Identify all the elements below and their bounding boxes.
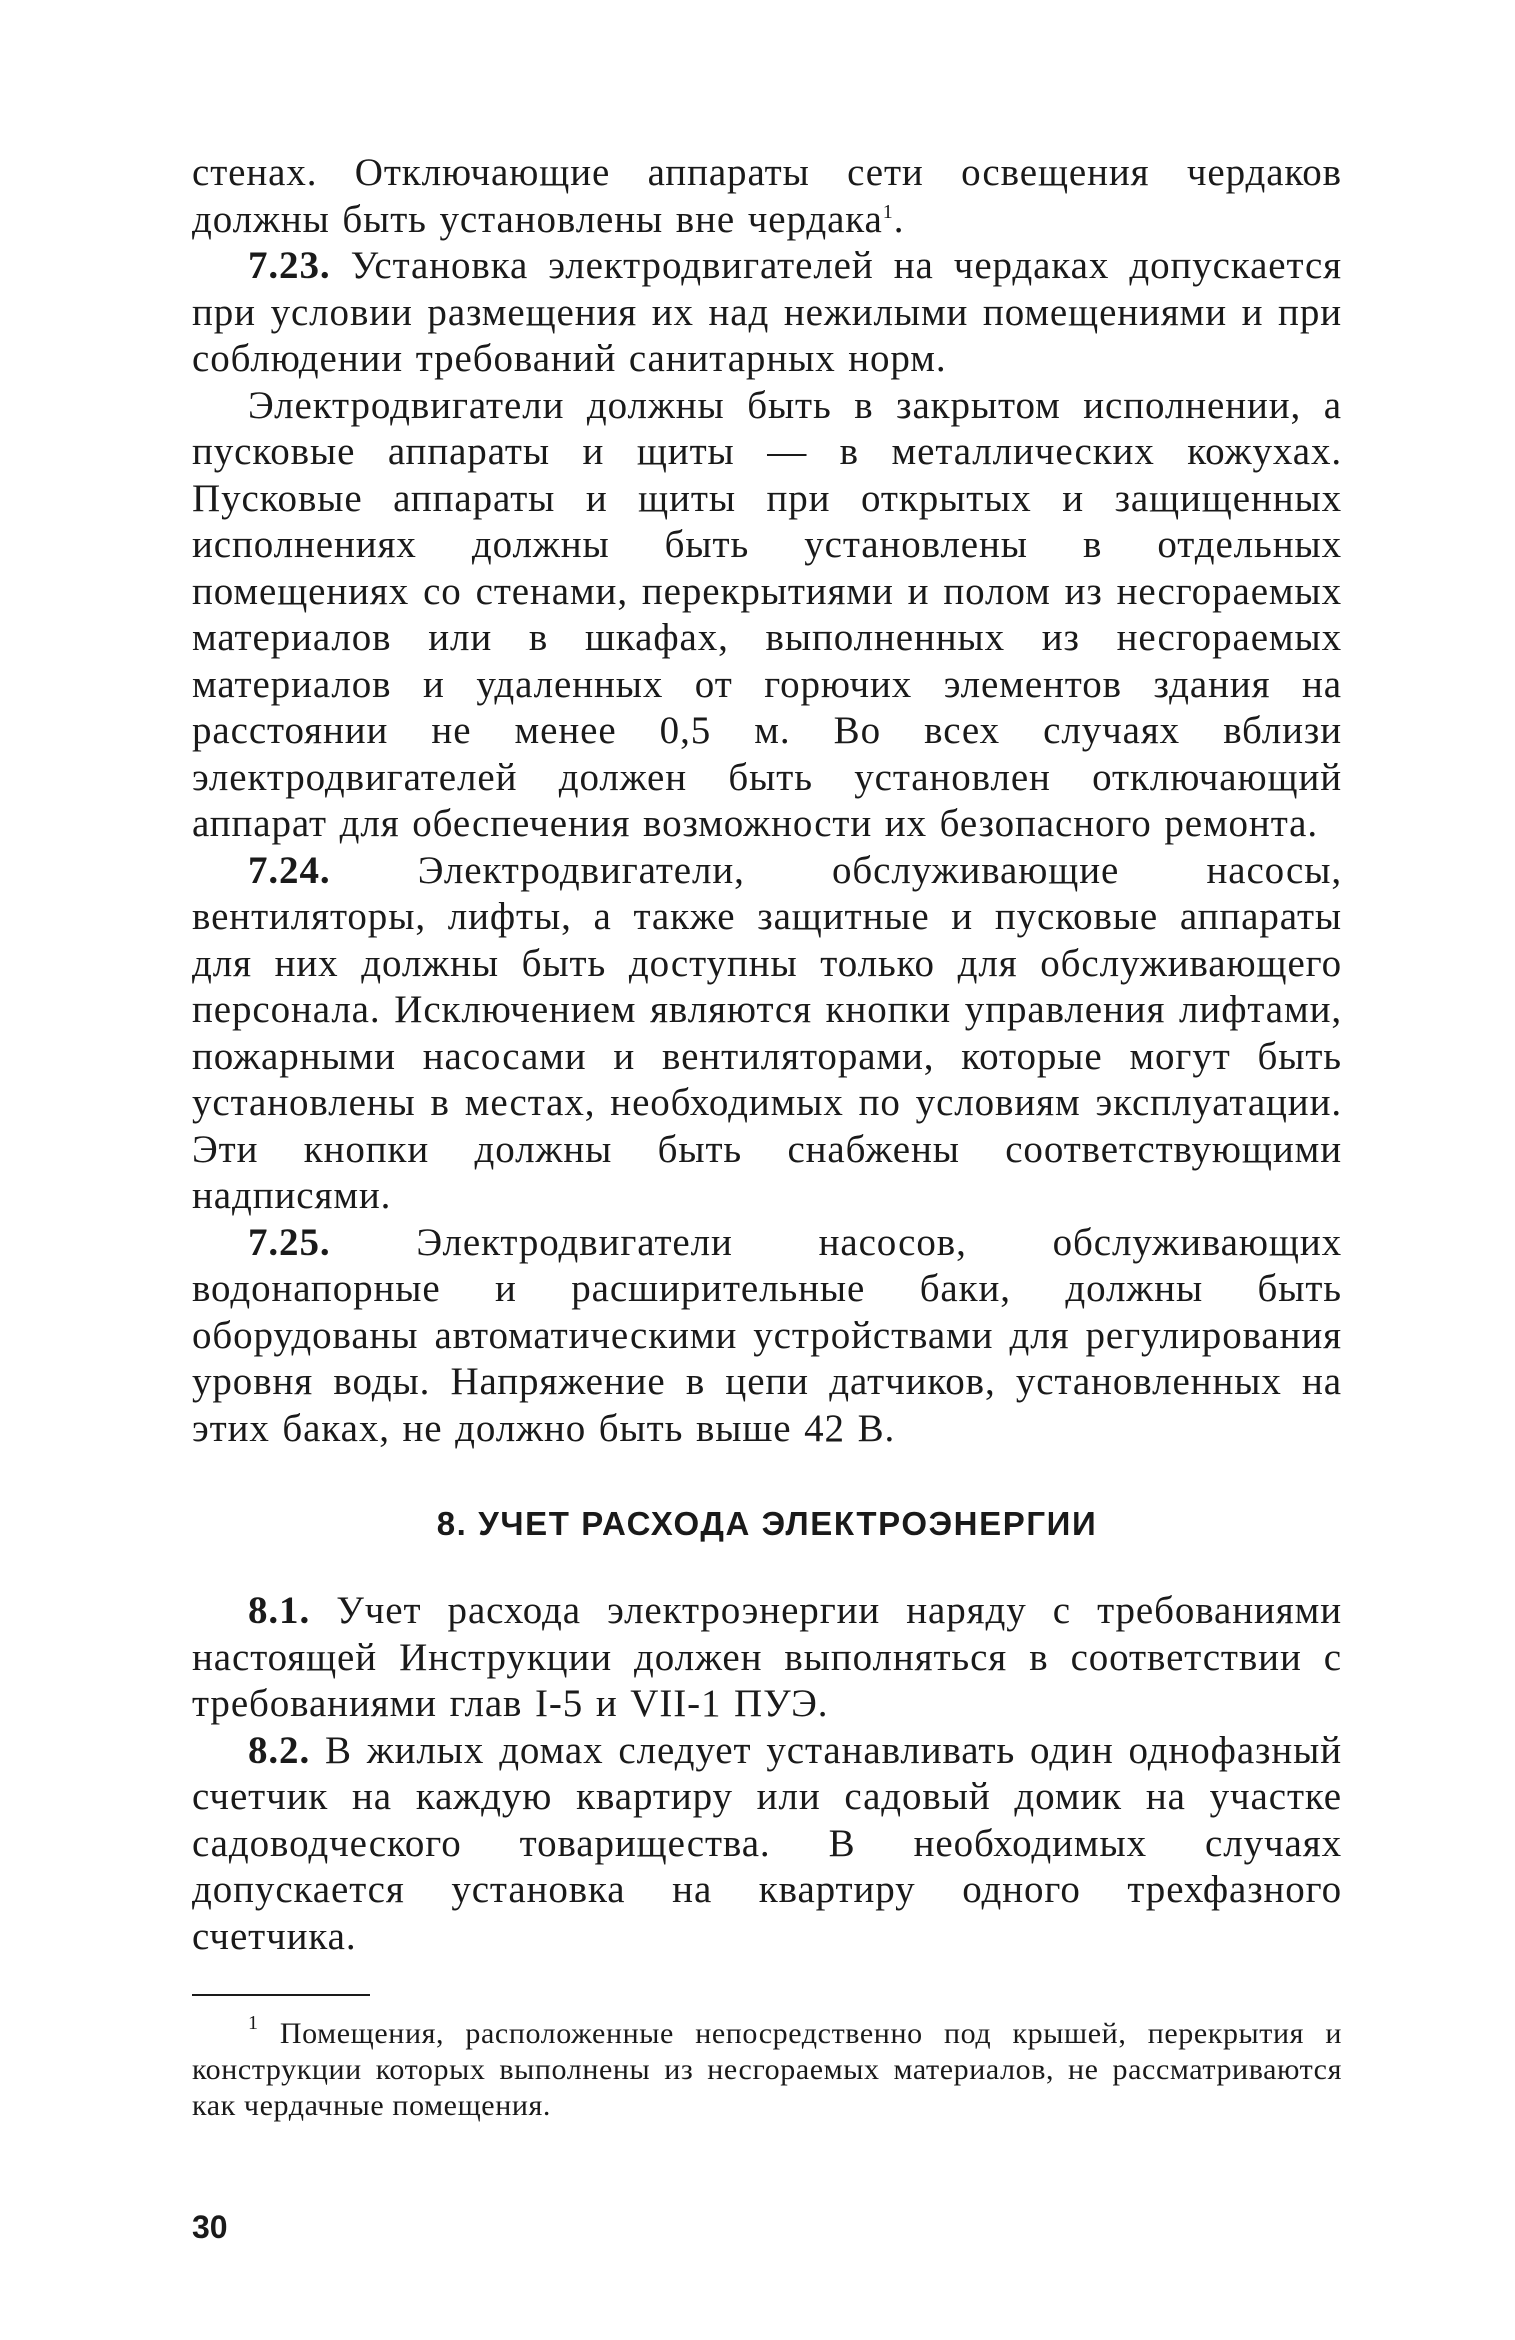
clause-8-1 bbox=[192, 1588, 1342, 1728]
page-content bbox=[192, 150, 1342, 2124]
clause-number: 8.1. bbox=[248, 1589, 311, 1632]
clause-8-2 bbox=[192, 1728, 1342, 1961]
clause-text: Учет расхода электроэнергии наряду с требованиями настоящей Инструкции должен выполняться в соответствии с требованиями глав I-5 и VII-1 ПУЭ. bbox=[192, 1589, 1342, 1725]
clause-number: 7.25. bbox=[248, 1220, 331, 1264]
paragraph-text: стенах. Отключающие аппараты сети освещения чердаков должны быть установлены вне чердака bbox=[192, 151, 1342, 241]
paragraph-continuation bbox=[192, 150, 1342, 243]
footnote-reference[interactable]: 1 bbox=[882, 200, 894, 223]
footnote-text: Помещения, расположенные непосредственно под крышей, перекрытия и конструкции которых выполнены из несгораемых материалов, не рассматриваются как чердачные помещения. bbox=[192, 2017, 1342, 2122]
clause-7-23 bbox=[192, 243, 1342, 383]
footnote-divider bbox=[192, 1994, 370, 1996]
footnote-mark: 1 bbox=[248, 2012, 259, 2034]
footnote bbox=[192, 2012, 1342, 2124]
clause-number: 7.23. bbox=[248, 244, 331, 287]
clause-text: Электродвигатели насосов, обслуживающих водонапорные и расширительные баки, должны быть оборудованы автоматическими устройствами для регулирования уровня воды. Напряжение в цепи датчиков, установленных на этих баках, не должно быть выше 42 В. bbox=[192, 1220, 1342, 1450]
clause-number: 8.2. bbox=[248, 1728, 311, 1772]
clause-7-25 bbox=[192, 1220, 1342, 1453]
section-heading: 8. УЧЕТ РАСХОДА ЭЛЕКТРОЭНЕРГИИ bbox=[436, 1505, 1098, 1542]
clause-text: Электродвигатели должны быть в закрытом исполнении, а пусковые аппараты и щиты — в металлических кожухах. Пусковые аппараты и щиты при открытых и защищенных исполнениях должны быть установлены в отдельных помещениях со стенами, перекрытиями и полом из несгораемых материалов или в шкафах, выполненных из несгораемых материалов и удаленных от горючих элементов здания на расстоянии не менее 0,5 м. Во всех случаях вблизи электродвигателей должен быть установлен отключающий аппарат для обеспечения возможности их безопасного ремонта. bbox=[192, 383, 1342, 845]
clause-number: 7.24. bbox=[248, 848, 331, 892]
paragraph-text-tail: . bbox=[893, 197, 905, 241]
clause-text: Электродвигатели, обслуживающие насосы, вентиляторы, лифты, а также защитные и пусковые аппараты для них должны быть доступны только для обслуживающего персонала. Исключением являются кнопки управления лифтами, пожарными насосами и вентиляторами, которые могут быть установлены в местах, необходимых по условиям эксплуатации. Эти кнопки должны быть снабжены соответствующими надписями. bbox=[192, 848, 1342, 1217]
clause-text: В жилых домах следует устанавливать один однофазный счетчик на каждую квартиру или садовый домик на участке садоводческого товарищества. В необходимых случаях допускается установка на квартиру одного трехфазного счетчика. bbox=[192, 1728, 1342, 1958]
clause-text: Установка электродвигателей на чердаках допускается при условии размещения их над нежилыми помещениями и при соблюдении требований санитарных норм. bbox=[192, 244, 1342, 380]
clause-7-24 bbox=[192, 848, 1342, 1220]
clause-7-23-paragraph-2 bbox=[192, 383, 1342, 848]
page-number: 30 bbox=[192, 2209, 228, 2245]
